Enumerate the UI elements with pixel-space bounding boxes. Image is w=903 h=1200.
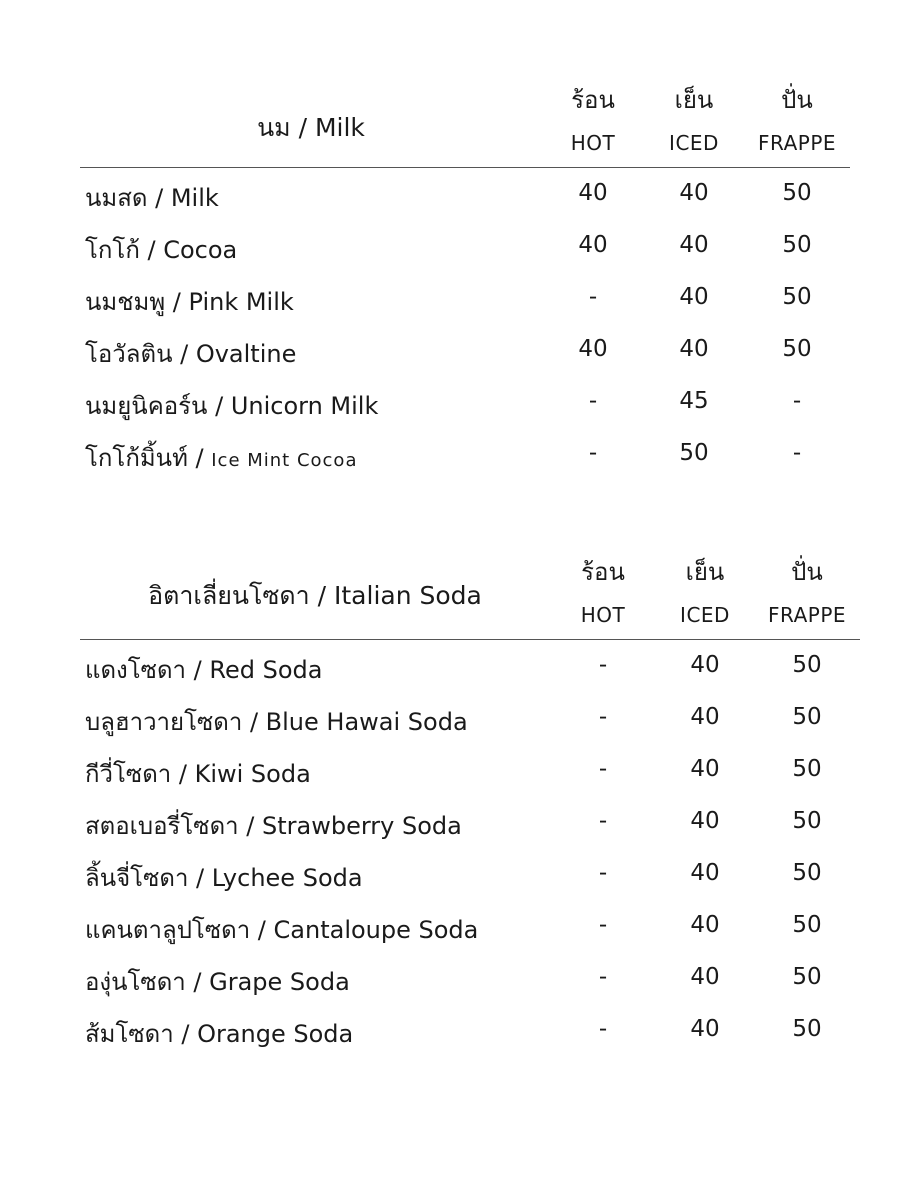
menu-item-name: แคนตาลูปโซดา / Cantaloupe Soda	[85, 916, 479, 944]
price-hot: -	[588, 388, 598, 414]
price-frappe: 50	[792, 912, 822, 938]
price-iced: 40	[690, 756, 720, 782]
price-frappe: 50	[782, 284, 812, 310]
price-iced: 40	[690, 912, 720, 938]
price-hot: -	[598, 808, 608, 834]
section-title: นม / Milk	[257, 113, 365, 142]
menu-item-name: นมสด / Milk	[85, 184, 219, 212]
column-header-frappe-th: ปั่น	[781, 86, 813, 114]
menu-item-name: โอวัลติน / Ovaltine	[85, 340, 297, 368]
price-hot: -	[598, 964, 608, 990]
price-iced: 40	[690, 964, 720, 990]
menu-item-name: กีวี่โซดา / Kiwi Soda	[85, 760, 311, 788]
price-frappe: 50	[792, 756, 822, 782]
column-header-hot-th: ร้อน	[581, 558, 625, 586]
menu-item-name: โกโก้มิ้นท์ / Ice Mint Cocoa	[85, 444, 358, 472]
menu-item-name: นมชมพู / Pink Milk	[85, 288, 294, 316]
price-iced: 40	[690, 652, 720, 678]
price-iced: 40	[690, 1016, 720, 1042]
price-iced: 40	[679, 180, 709, 206]
price-iced: 40	[690, 860, 720, 886]
price-iced: 50	[679, 440, 709, 466]
price-frappe: 50	[792, 808, 822, 834]
column-header-iced-th: เย็น	[685, 558, 725, 586]
menu-item-name: สตอเบอรี่โซดา / Strawberry Soda	[85, 812, 462, 840]
menu-item-name: ลิ้นจี่โซดา / Lychee Soda	[85, 864, 363, 892]
price-hot: 40	[578, 180, 608, 206]
price-frappe: 50	[782, 180, 812, 206]
price-hot: -	[598, 704, 608, 730]
column-header-frappe-en: FRAPPE	[757, 131, 837, 155]
section-title: อิตาเลี่ยนโซดา / Italian Soda	[148, 581, 482, 610]
price-hot: 40	[578, 232, 608, 258]
price-frappe: 50	[792, 964, 822, 990]
price-iced: 40	[690, 704, 720, 730]
column-header-frappe-th: ปั่น	[791, 558, 823, 586]
price-hot: 40	[578, 336, 608, 362]
menu-item-name: ส้มโซดา / Orange Soda	[85, 1020, 354, 1048]
column-header-iced-en: ICED	[669, 131, 719, 155]
price-iced: 40	[679, 336, 709, 362]
price-hot: -	[588, 440, 598, 466]
column-header-frappe-en: FRAPPE	[767, 603, 847, 627]
price-frappe: 50	[792, 704, 822, 730]
column-header-iced-en: ICED	[680, 603, 730, 627]
column-header-hot-en: HOT	[580, 603, 626, 627]
menu-item-name: บลูฮาวายโซดา / Blue Hawai Soda	[85, 708, 468, 736]
price-hot: -	[598, 912, 608, 938]
menu-item-name: นมยูนิคอร์น / Unicorn Milk	[85, 392, 379, 420]
price-frappe: 50	[782, 336, 812, 362]
menu-item-name: องุ่นโซดา / Grape Soda	[85, 968, 350, 996]
column-header-hot-en: HOT	[570, 131, 616, 155]
price-frappe: 50	[792, 860, 822, 886]
price-iced: 40	[679, 284, 709, 310]
price-frappe: 50	[782, 232, 812, 258]
price-hot: -	[588, 284, 598, 310]
price-iced: 45	[679, 388, 709, 414]
price-hot: -	[598, 860, 608, 886]
header-divider	[80, 639, 860, 640]
price-hot: -	[598, 1016, 608, 1042]
price-hot: -	[598, 756, 608, 782]
column-header-iced-th: เย็น	[674, 86, 714, 114]
price-iced: 40	[679, 232, 709, 258]
price-frappe: -	[792, 388, 802, 414]
price-frappe: 50	[792, 652, 822, 678]
column-header-hot-th: ร้อน	[571, 86, 615, 114]
price-hot: -	[598, 652, 608, 678]
price-frappe: 50	[792, 1016, 822, 1042]
price-frappe: -	[792, 440, 802, 466]
menu-item-name: โกโก้ / Cocoa	[85, 236, 238, 264]
price-iced: 40	[690, 808, 720, 834]
menu-item-name: แดงโซดา / Red Soda	[85, 656, 323, 684]
